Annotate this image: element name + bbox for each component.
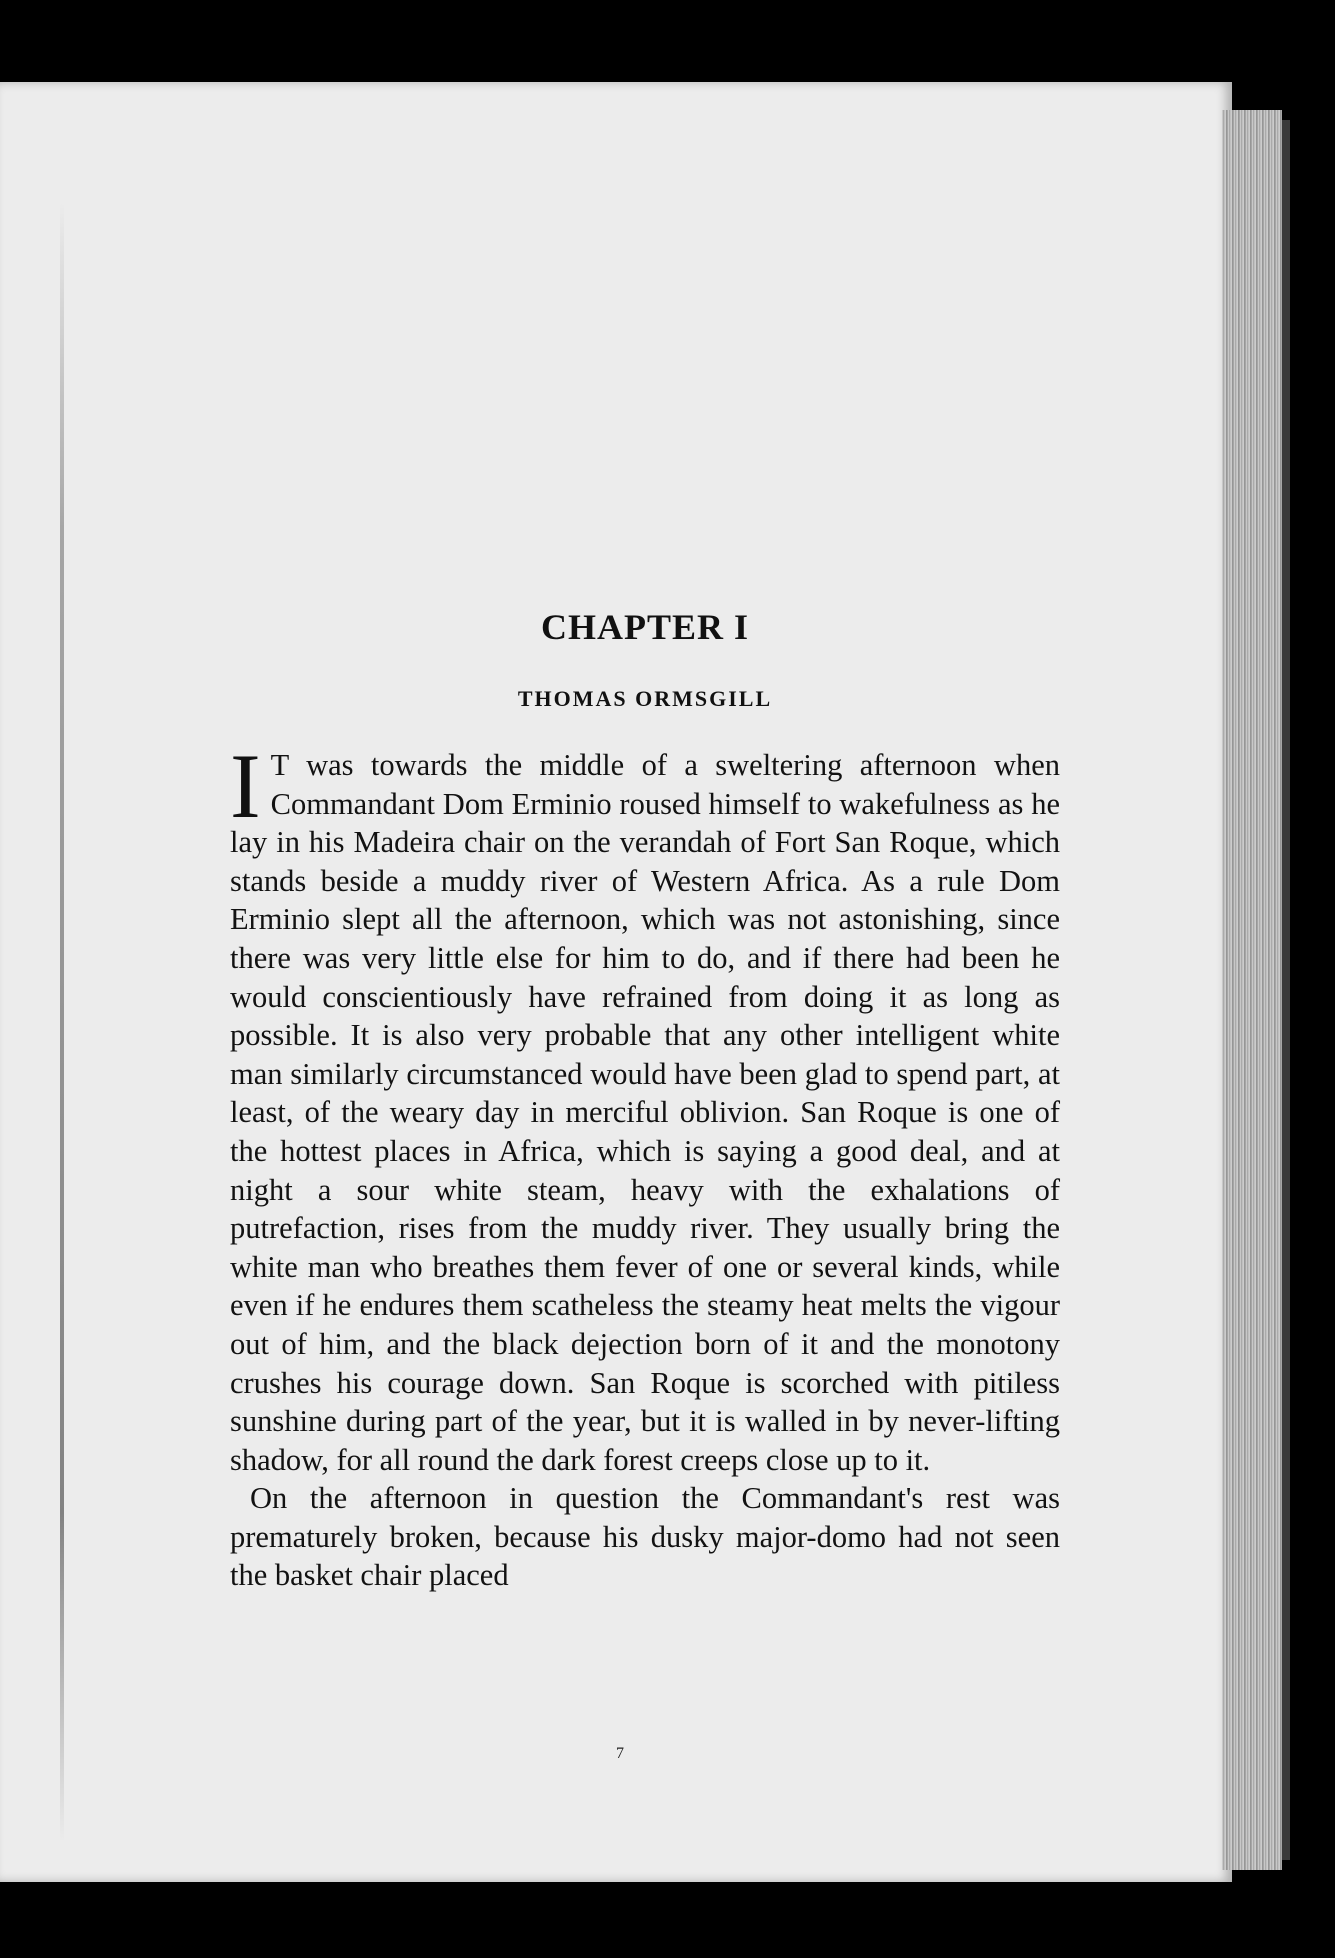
chapter-body <box>230 735 1060 1595</box>
page-edges-shadow <box>1282 120 1290 1860</box>
chapter-title: CHAPTER I <box>540 607 750 647</box>
page-edges-stack <box>1222 110 1282 1870</box>
paragraph-second: On the afternoon in question the Commandant's rest was prematurely broken, because his dusky major-domo had not seen the basket chair placed <box>230 1481 1060 1593</box>
page-number: 7 <box>616 1745 624 1762</box>
page-gutter-shadow <box>60 202 64 1842</box>
paragraph-first-text: T was towards the middle of a sweltering afternoon when Commandant Dom Erminio roused himself to wakefulness as he lay in his Madeira chair on the verandah of Fort San Roque, which stands beside a muddy river of Western Africa. As a rule Dom Erminio slept all the afternoon, which was not astonishing, since there was very little else for him to do, and if there had been he would conscientiously have refrained from doing it as long as possible. It is also very probable that any other intelligent white man similarly circumstanced would have been glad to spend part, at least, of the weary day in merciful oblivion. San Roque is one of the hottest places in Africa, which is saying a good deal, and at night a sour white steam, heavy with the exhalations of putrefaction, rises from the muddy river. They usually bring the white man who breathes them fever of one or several kinds, while even if he endures them scatheless the steamy heat melts the vigour out of him, and the black dejection born of it and the monotony crushes his courage down. San Roque is scorched with pitiless sunshine during part of the year, but it is walled in by never-lifting shadow, for all round the dark forest creeps close up to it. <box>230 748 1060 1477</box>
drop-cap: I <box>230 735 261 837</box>
book-page <box>0 82 1232 1882</box>
paragraph-first <box>230 735 1060 1479</box>
chapter-subtitle: THOMAS ORMSGILL <box>517 686 773 711</box>
